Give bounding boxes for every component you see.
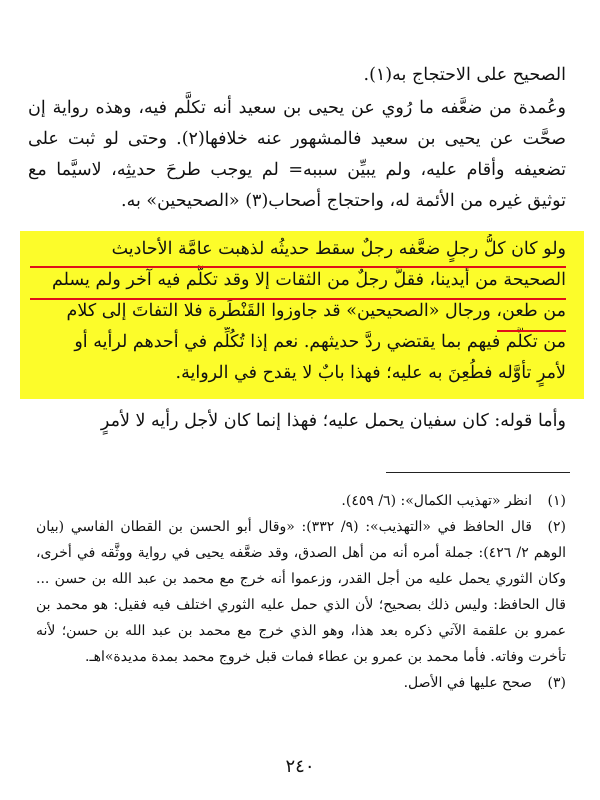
- footnote-divider: [386, 472, 570, 473]
- paragraph-1: الصحيح على الاحتجاج به(١).: [363, 65, 566, 85]
- footnote-text: انظر «تهذيب الكمال»: (٦/ ٤٥٩).: [341, 493, 532, 509]
- highlighted-line-3: من طعن، ورجال «الصحيحين» قد جاوزوا القَنْطَرة فلا التفاتَ إلى كلام: [66, 301, 566, 321]
- footnote-text: صحح عليها في الأصل.: [403, 675, 532, 691]
- footnote-2: [36, 514, 566, 670]
- page-number: ٢٤٠: [285, 756, 315, 777]
- footnote-text: قال الحافظ في «التهذيب»: (٩/ ٣٣٢): «وقال أبو الحسن بن القطان الفاسي (بيان الوهم ٢/ ٤٢٦): جملة أمره أنه من أهل الصدق، وقد ضعَّفه يحيى في رواية ووثَّقه في أخرى، وكان الثوري يحمل عليه من أجل القدر، وزعموا أنه خرج مع محمد بن عبد الله بن حسن ... قال الحافظ: وليس ذلك بصحيح؛ لأن الذي حمل عليه الثوري اختلف فيه فقيل: هو محمد بن عمرو بن علقمة الآتي ذكره بعد هذا، وهو الذي خرج مع محمد بن عبد الله بن حسن؛ لأنه تأخرت وفاته. فأما محمد بن عمرو بن عطاء فمات قبل خروج محمد بمدة مديدة»اهـ.: [36, 519, 566, 665]
- highlighted-line-5: لأمرٍ تأوَّله فطُعِنَ به عليه؛ فهذا بابٌ لا يقدح في الرواية.: [175, 363, 566, 383]
- highlighted-line-1: ولو كان كلُّ رجلٍ ضعَّفه رجلٌ سقط حديثُه لذهبت عامَّة الأحاديث: [111, 239, 566, 259]
- footnote-1: [36, 488, 566, 514]
- paragraph-4: وأما قوله: كان سفيان يحمل عليه؛ فهذا إنما كان لأجل رأيه لا لأمرٍ: [100, 411, 566, 431]
- paragraph-2: وعُمدة من ضعَّفه ما رُوي عن يحيى بن سعيد أنه تكلَّم فيه، وهذه رواية إن صحَّت عن يحيى بن سعيد فالمشهور عنه خلافها(٢). وحتى لو ثبت على تضعيفه وأقام عليه، ولم يبيِّن سببه= لم يوجب طرحَ حديثِه، لاسيَّما مع توثيق غيره من الأئمة له، واحتجاج أصحاب(٣) «الصحيحين» به.: [28, 98, 566, 211]
- highlighted-line-4: من تكلَّم فيهم بما يقتضي ردَّ حديثهم. نعم إذا تُكُلِّم في أحدهم لرأيه أو: [74, 332, 566, 352]
- footnote-number: (٣): [547, 675, 566, 691]
- footnotes: [36, 488, 566, 696]
- footnote-3: [36, 670, 566, 696]
- footnote-number: (١): [547, 493, 566, 509]
- red-underline-1: [30, 266, 566, 268]
- highlighted-line-2: الصحيحة من أيدينا، فقلَّ رجلٌ من الثقات إلا وقد تكلَّم فيه آخر ولم يسلم: [51, 270, 566, 290]
- highlighted-paragraph: [28, 234, 566, 389]
- footnote-number: (٢): [547, 519, 566, 535]
- red-underline-3: [497, 330, 566, 332]
- red-underline-2: [30, 298, 566, 300]
